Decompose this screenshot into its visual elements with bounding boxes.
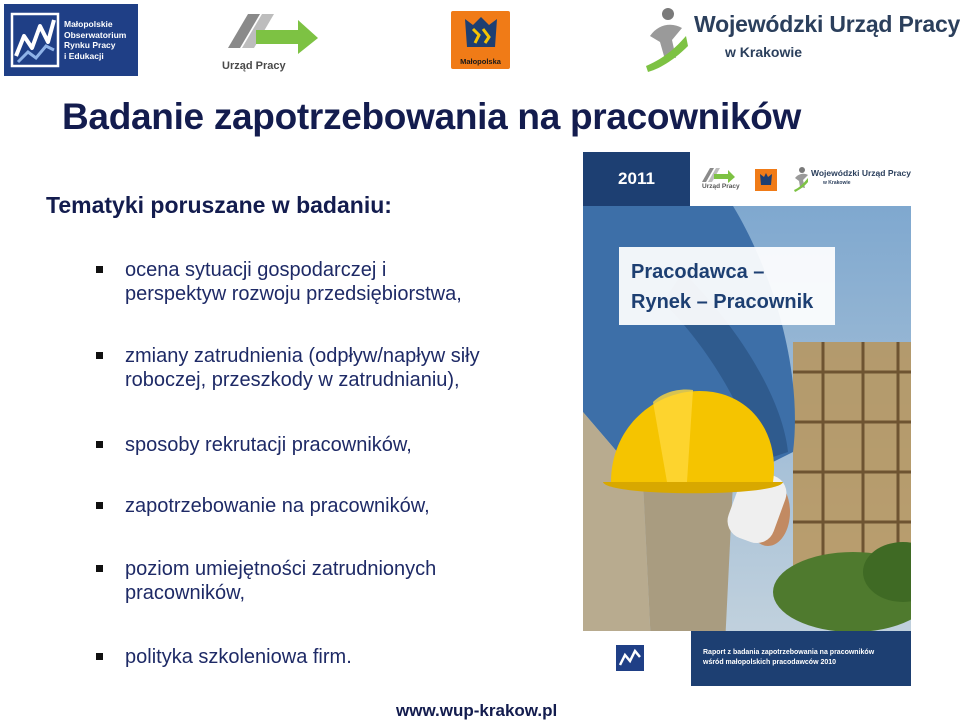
cover-title-line2: Rynek – Pracownik [631,291,814,313]
footer-website-link[interactable]: www.wup-krakow.pl [396,701,558,720]
urzad-pracy-caption: Urząd Pracy [222,60,286,72]
list-item-text: zmiany zatrudnienia (odpływ/napływ siły roboczej, przeszkody w zatrudnianiu), [125,345,480,391]
cover-title-box [619,247,835,325]
worker-helmet-photo-icon [583,152,911,686]
malopolska-crest-icon [451,11,510,55]
bullet-square-icon [96,266,103,273]
bullet-square-icon [96,502,103,509]
bullet-square-icon [96,441,103,448]
logo-urzad-pracy [222,10,322,72]
wup-logo-city: w Krakowie [725,44,803,60]
list-item [96,557,566,605]
list-item [96,258,566,306]
list-item [96,344,566,392]
mor-chart-icon [10,12,60,68]
logo-wup-krakow [642,6,958,76]
cover-wup-mini-city: w Krakowie [823,180,851,186]
cover-urzad-pracy-mini: Urząd Pracy [702,183,740,190]
cover-year-badge: 2011 [583,152,690,206]
cover-report-caption: Raport z badania zapotrzebowania na pracowników wśród małopolskich pracodawców 2010 [691,631,911,686]
wup-logo-title: Wojewódzki Urząd Pracy [694,11,960,37]
cover-malopolska-crest-icon [755,169,777,191]
mor-logo-text: Małopolskie Obserwatorium Rynku Pracy i Edukacji [64,19,127,61]
list-item-text: sposoby rekrutacji pracowników, [125,434,412,456]
list-item-text: polityka szkoleniowa firm. [125,646,352,668]
logo-malopolska [451,11,510,69]
wup-figure-icon [642,6,692,74]
cover-bottom-strip [583,631,911,686]
list-item [96,645,566,669]
list-item-text: poziom umiejętności zatrudnionych pracowników, [125,558,437,604]
logo-malopolskie-obserwatorium [4,4,138,76]
cover-title-line1: Pracodawca – [631,261,765,283]
list-item [96,494,566,518]
list-item [96,433,566,457]
report-cover-image [583,152,911,686]
cover-mor-logo-icon [616,645,644,671]
list-item-text: zapotrzebowanie na pracowników, [125,495,430,517]
cover-wup-mini-title: Wojewódzki Urząd Pracy [811,168,911,178]
bullet-square-icon [96,565,103,572]
cover-wup-figure-icon [793,166,809,192]
cover-urzad-pracy-arrow-icon [700,166,736,184]
list-item-text: ocena sytuacji gospodarczej i perspektyw rozwoju przedsiębiorstwa, [125,259,462,305]
page-title: Badanie zapotrzebowania na pracowników [62,96,802,137]
bullet-square-icon [96,352,103,359]
urzad-pracy-arrow-icon [222,10,322,56]
bullet-square-icon [96,653,103,660]
section-subtitle: Tematyki poruszane w badaniu: [46,192,392,218]
malopolska-caption: Małopolska [460,57,501,66]
